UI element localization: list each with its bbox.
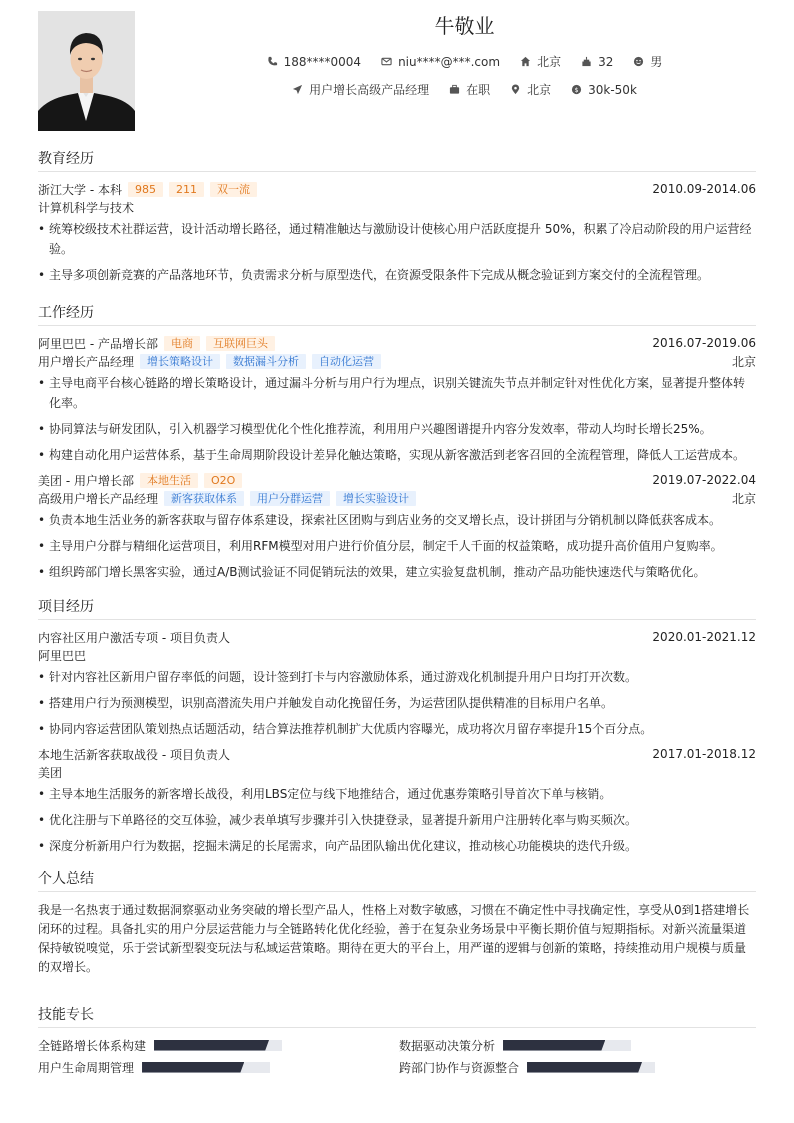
education-item bbox=[38, 180, 756, 285]
project-item bbox=[38, 745, 756, 856]
skill-name: 跨部门协作与资源整合 bbox=[399, 1060, 520, 1075]
skill-item bbox=[399, 1037, 756, 1053]
position-item bbox=[292, 81, 429, 98]
contact-info-row bbox=[135, 53, 794, 70]
company-tag: 互联网巨头 bbox=[206, 336, 275, 351]
project-org: 阿里巴巴 bbox=[38, 648, 87, 663]
position-text: 用户增长高级产品经理 bbox=[309, 83, 430, 97]
skills-grid bbox=[38, 1037, 756, 1075]
skill-name: 数据驱动决策分析 bbox=[399, 1038, 496, 1053]
work-item bbox=[38, 334, 756, 465]
projects-section bbox=[38, 597, 756, 862]
role-tag: 增长实验设计 bbox=[336, 491, 416, 506]
skill-item bbox=[38, 1037, 399, 1053]
skill-bar-fill bbox=[142, 1062, 244, 1073]
bullet-item: • 主导本地生活服务的新客增长战役，利用LBS定位与线下地推结合，通过优惠券策略引导首次下单与核销。 bbox=[38, 784, 756, 804]
role-name: 用户增长产品经理 bbox=[38, 354, 135, 369]
school-name: 浙江大学 - 本科 bbox=[38, 182, 122, 197]
work-item bbox=[38, 471, 756, 582]
company-tag: O2O bbox=[204, 473, 242, 488]
date-range: 2017.01-2018.12 bbox=[652, 747, 756, 761]
phone-icon bbox=[267, 56, 278, 67]
avatar-photo bbox=[38, 11, 135, 131]
gender-item bbox=[633, 53, 662, 70]
location-text: 北京 bbox=[527, 83, 552, 97]
bullet-item: • 深度分析新用户行为数据，挖掘未满足的长尾需求，向产品团队输出优化建议，推动核心功能模块的迭代升级。 bbox=[38, 836, 756, 856]
section-title: 个人总结 bbox=[38, 869, 756, 892]
company-tag: 本地生活 bbox=[140, 473, 198, 488]
bullet-item: • 主导电商平台核心链路的增长策略设计，通过漏斗分析与用户行为埋点，识别关键流失节点并制定针对性优化方案，显著提升整体转化率。 bbox=[38, 373, 756, 413]
summary-section bbox=[38, 869, 756, 977]
role-tag: 新客获取体系 bbox=[164, 491, 244, 506]
section-title: 项目经历 bbox=[38, 597, 756, 620]
work-city: 北京 bbox=[731, 491, 756, 506]
company-name: 阿里巴巴 - 产品增长部 bbox=[38, 336, 158, 351]
date-range: 2020.01-2021.12 bbox=[652, 630, 756, 644]
money-icon bbox=[571, 84, 582, 95]
status-item bbox=[449, 81, 490, 98]
home-icon bbox=[520, 56, 531, 67]
skill-bar-fill bbox=[503, 1040, 605, 1051]
section-title: 技能专长 bbox=[38, 1005, 756, 1028]
salary-item bbox=[571, 81, 637, 98]
bullet-item: • 协同内容运营团队策划热点话题活动，结合算法推荐机制扩大优质内容曝光，成功将次月留存率提升15个百分点。 bbox=[38, 719, 756, 739]
bullet-item: • 构建自动化用户运营体系，基于生命周期阶段设计差异化触达策略，实现从新客激活到老客召回的全流程管理，降低人工运营成本。 bbox=[38, 445, 756, 465]
skill-bar bbox=[154, 1040, 282, 1051]
skill-bar-fill bbox=[527, 1062, 642, 1073]
role-name: 高级用户增长产品经理 bbox=[38, 491, 159, 506]
bullet-item: • 搭建用户行为预测模型，识别高潜流失用户并触发自动化挽留任务，为运营团队提供精准的目标用户名单。 bbox=[38, 693, 756, 713]
job-info-row bbox=[135, 81, 794, 98]
email-item bbox=[381, 53, 500, 70]
skill-item bbox=[399, 1059, 756, 1075]
project-name: 内容社区用户激活专项 - 项目负责人 bbox=[38, 630, 230, 645]
cake-icon bbox=[581, 56, 592, 67]
school-tag: 985 bbox=[128, 182, 163, 197]
skill-bar bbox=[503, 1040, 631, 1051]
age-item bbox=[581, 53, 613, 70]
bullet-item: • 主导多项创新竞赛的产品落地环节，负责需求分析与原型迭代，在资源受限条件下完成从概念验证到方案交付的全流程管理。 bbox=[38, 265, 756, 285]
skill-item bbox=[38, 1059, 399, 1075]
mail-icon bbox=[381, 56, 392, 67]
role-tag: 自动化运营 bbox=[312, 354, 381, 369]
bullet-item: • 负责本地生活业务的新客获取与留存体系建设，探索社区团购与到店业务的交叉增长点，设计拼团与分销机制以降低获客成本。 bbox=[38, 510, 756, 530]
major: 计算机科学与技术 bbox=[38, 200, 135, 215]
section-title: 工作经历 bbox=[38, 303, 756, 326]
send-icon bbox=[292, 84, 303, 95]
work-section bbox=[38, 303, 756, 588]
salary-text: 30k-50k bbox=[588, 82, 637, 97]
date-range: 2010.09-2014.06 bbox=[652, 182, 756, 196]
school-tag: 双一流 bbox=[210, 182, 257, 197]
skills-section bbox=[38, 1005, 756, 1075]
education-section bbox=[38, 149, 756, 291]
date-range: 2016.07-2019.06 bbox=[652, 336, 756, 350]
skill-bar-fill bbox=[154, 1040, 269, 1051]
project-name: 本地生活新客获取战役 - 项目负责人 bbox=[38, 747, 230, 762]
gender-text: 男 bbox=[650, 55, 663, 69]
candidate-name: 牛敬业 bbox=[434, 14, 495, 38]
hometown-text: 北京 bbox=[537, 55, 562, 69]
bullet-item: • 统筹校级技术社群运营，设计活动增长路径，通过精准触达与激励设计使核心用户活跃度提升 50%，积累了冷启动阶段的用户运营经验。 bbox=[38, 219, 756, 259]
summary-text: 我是一名热衷于通过数据洞察驱动业务突破的增长型产品人，性格上对数字敏感，习惯在不确定性中寻找确定性，享受从0到1搭建增长闭环的过程。具备扎实的用户分层运营能力与全链路转化优化经验，善于在复杂业务场景中平衡长期价值与短期指标。对新兴流量渠道保持敏锐嗅觉，乐于尝试新型裂变玩法与私域运营策略。期待在更大的平台上，用严谨的逻辑与创新的策略，持续推动用户规模与质量的双增长。 bbox=[38, 903, 750, 974]
phone-text: 188****0004 bbox=[283, 54, 362, 69]
bullet-item: • 针对内容社区新用户留存率低的问题，设计签到打卡与内容激励体系，通过游戏化机制提升用户日均打开次数。 bbox=[38, 667, 756, 687]
project-item bbox=[38, 628, 756, 739]
bullet-item: • 协同算法与研发团队，引入机器学习模型优化个性化推荐流，利用用户兴趣图谱提升内容分发效率，带动人均时长增长25%。 bbox=[38, 419, 756, 439]
project-org: 美团 bbox=[38, 765, 63, 780]
phone-item bbox=[267, 53, 361, 70]
role-tag: 数据漏斗分析 bbox=[226, 354, 306, 369]
date-range: 2019.07-2022.04 bbox=[652, 473, 756, 487]
work-city: 北京 bbox=[731, 354, 756, 369]
role-tag: 增长策略设计 bbox=[140, 354, 220, 369]
smile-icon bbox=[633, 56, 644, 67]
hometown-item bbox=[520, 53, 561, 70]
location-pin-icon bbox=[510, 84, 521, 95]
section-title: 教育经历 bbox=[38, 149, 756, 172]
company-tag: 电商 bbox=[164, 336, 200, 351]
svg-text:$: $ bbox=[574, 85, 579, 94]
skill-bar bbox=[527, 1062, 655, 1073]
skill-bar bbox=[142, 1062, 270, 1073]
role-tag: 用户分群运营 bbox=[250, 491, 330, 506]
bullet-item: • 优化注册与下单路径的交互体验，减少表单填写步骤并引入快捷登录，显著提升新用户注册转化率与购买频次。 bbox=[38, 810, 756, 830]
bullet-item: • 组织跨部门增长黑客实验，通过A/B测试验证不同促销玩法的效果，建立实验复盘机制，推动产品功能快速迭代与策略优化。 bbox=[38, 562, 756, 582]
school-tag: 211 bbox=[169, 182, 204, 197]
age-text: 32 bbox=[598, 54, 614, 69]
skill-name: 用户生命周期管理 bbox=[38, 1060, 135, 1075]
bullet-item: • 主导用户分群与精细化运营项目，利用RFM模型对用户进行价值分层，制定千人千面的权益策略，成功提升高价值用户复购率。 bbox=[38, 536, 756, 556]
status-text: 在职 bbox=[466, 83, 491, 97]
email-text: niu****@***.com bbox=[398, 54, 501, 69]
skill-name: 全链路增长体系构建 bbox=[38, 1038, 147, 1053]
briefcase-icon bbox=[449, 84, 460, 95]
company-name: 美团 - 用户增长部 bbox=[38, 473, 134, 488]
location-item bbox=[510, 81, 551, 98]
